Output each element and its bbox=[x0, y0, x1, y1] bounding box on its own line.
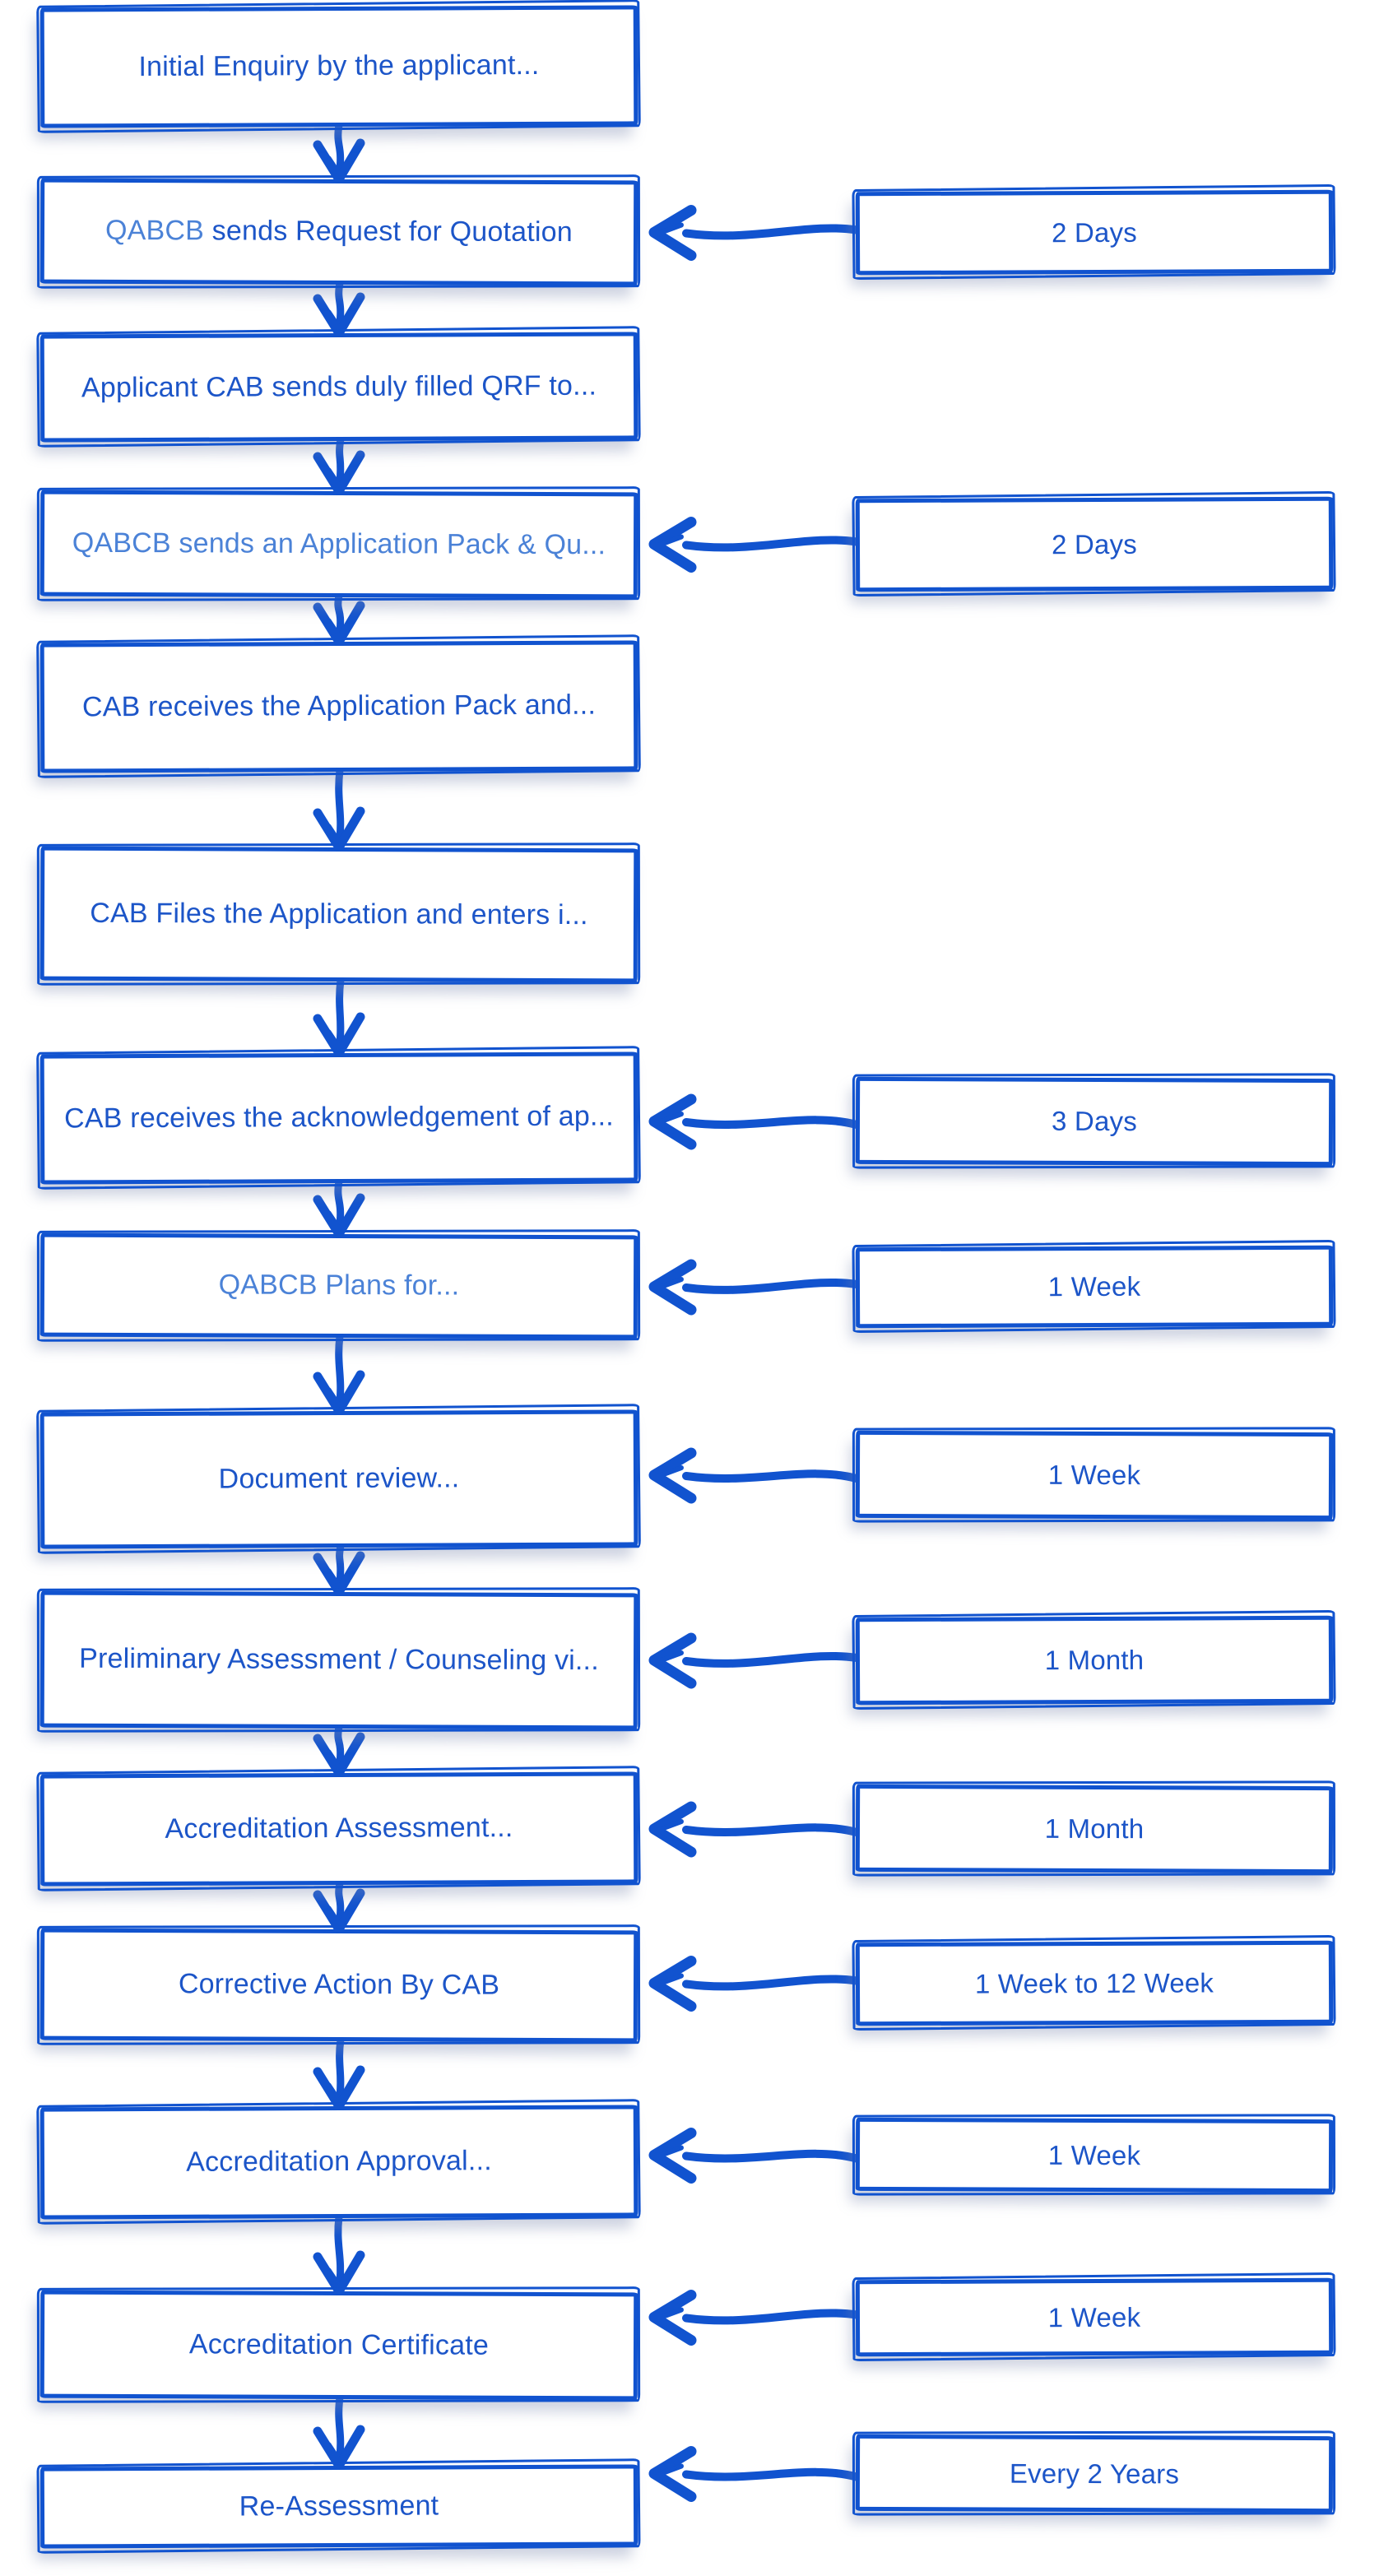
down-arrow-head-inner bbox=[329, 619, 351, 638]
duration-arrow-head-inner bbox=[659, 1468, 681, 1489]
duration-box bbox=[856, 1616, 1333, 1706]
process-step-box bbox=[40, 1591, 638, 1730]
down-arrow-head bbox=[318, 811, 360, 847]
duration-box bbox=[856, 1941, 1333, 2026]
duration-arrow-shaft bbox=[686, 1474, 857, 1478]
duration-arrow-head bbox=[654, 1099, 691, 1144]
duration-box bbox=[856, 1077, 1333, 1166]
down-arrow-shaft bbox=[340, 1546, 341, 1582]
duration-box bbox=[856, 497, 1333, 592]
duration-arrow-head bbox=[654, 522, 691, 568]
duration-arrow-head-inner bbox=[659, 1279, 681, 1301]
duration-arrow-shaft bbox=[686, 2472, 857, 2477]
duration-arrow-head-inner bbox=[659, 537, 681, 559]
duration-box bbox=[856, 1431, 1333, 1520]
duration-label: 1 Week to 12 Week bbox=[974, 1966, 1214, 1999]
duration-label: 1 Month bbox=[1044, 1644, 1145, 1676]
down-arrow-head-inner bbox=[329, 1211, 351, 1230]
duration-arrow-head bbox=[654, 1807, 691, 1852]
down-arrow-head-inner bbox=[329, 2443, 351, 2462]
down-arrow-shaft bbox=[339, 770, 341, 838]
down-arrow-head bbox=[318, 1017, 360, 1053]
duration-box bbox=[856, 190, 1333, 276]
process-step-label bbox=[105, 215, 573, 248]
process-step-label: QABCB sends an Application Pack & Qu... bbox=[72, 527, 606, 561]
down-arrow-head bbox=[318, 2070, 360, 2106]
duration-label: 2 Days bbox=[1051, 528, 1138, 559]
duration-arrow-head-inner bbox=[659, 1653, 681, 1674]
process-step-label: Accreditation Assessment... bbox=[165, 1812, 513, 1845]
duration-arrow-head bbox=[654, 2295, 691, 2341]
down-arrow-shaft bbox=[340, 2040, 341, 2096]
down-arrow-head-inner bbox=[329, 1906, 351, 1925]
duration-arrow-head bbox=[654, 1638, 691, 1683]
duration-arrow-head-inner bbox=[659, 2148, 681, 2170]
process-step-box bbox=[40, 1409, 638, 1548]
process-step-label: Initial Enquiry by the applicant... bbox=[138, 49, 540, 83]
process-step-label: Re-Assessment bbox=[239, 2490, 439, 2523]
process-step-label: CAB receives the Application Pack and... bbox=[81, 689, 597, 723]
process-step-label: Accreditation Certificate bbox=[188, 2328, 490, 2361]
process-step-label: CAB Files the Application and enters i... bbox=[90, 897, 588, 931]
duration-label: 1 Week bbox=[1047, 1459, 1141, 1491]
duration-arrow-head-inner bbox=[659, 1976, 681, 1998]
down-arrow-shaft bbox=[338, 1727, 341, 1763]
duration-arrow-head bbox=[654, 2452, 691, 2497]
process-step-box bbox=[40, 847, 638, 983]
down-arrow-head bbox=[318, 1198, 360, 1234]
down-arrow-shaft bbox=[338, 596, 341, 632]
down-arrow-shaft bbox=[339, 1883, 341, 1919]
down-arrow-head bbox=[318, 1375, 360, 1411]
duration-arrow-shaft bbox=[686, 228, 857, 235]
process-step-label: QABCB Plans for... bbox=[218, 1269, 460, 1302]
process-step-box bbox=[40, 5, 638, 128]
down-arrow-head-inner bbox=[329, 2083, 351, 2102]
duration-box bbox=[856, 1785, 1333, 1873]
duration-label: 1 Week bbox=[1047, 2139, 1141, 2170]
down-arrow-head bbox=[318, 2430, 360, 2466]
down-arrow-shaft bbox=[339, 2397, 341, 2456]
duration-arrow-shaft bbox=[686, 1283, 857, 1290]
down-arrow-shaft bbox=[340, 439, 341, 481]
down-arrow-head bbox=[318, 1893, 360, 1929]
duration-arrow-head-inner bbox=[659, 1822, 681, 1843]
down-arrow-shaft bbox=[338, 125, 341, 169]
duration-arrow-head bbox=[654, 1961, 691, 2007]
down-arrow-head-inner bbox=[329, 1030, 351, 1049]
duration-arrow-head bbox=[654, 1265, 691, 1310]
duration-arrow-head bbox=[654, 2133, 691, 2179]
duration-label: Every 2 Years bbox=[1009, 2458, 1180, 2489]
down-arrow-shaft bbox=[338, 2216, 341, 2281]
duration-arrow-shaft bbox=[686, 2154, 857, 2159]
duration-box bbox=[856, 2278, 1333, 2357]
duration-arrow-shaft bbox=[686, 1827, 857, 1832]
process-step-label: CAB receives the acknowledgement of ap... bbox=[64, 1100, 614, 1135]
process-step-box bbox=[40, 490, 638, 599]
duration-label: 1 Month bbox=[1044, 1812, 1145, 1845]
duration-arrow-shaft bbox=[686, 1979, 857, 1986]
duration-arrow-shaft bbox=[686, 1656, 857, 1664]
duration-arrow-head-inner bbox=[659, 2467, 681, 2488]
down-arrow-head bbox=[318, 1737, 360, 1773]
duration-arrow-shaft bbox=[686, 2313, 857, 2320]
process-step-box bbox=[40, 1051, 638, 1184]
duration-box bbox=[856, 2118, 1333, 2193]
down-arrow-head bbox=[318, 455, 360, 491]
down-arrow-head bbox=[318, 143, 360, 179]
process-step-box bbox=[40, 179, 638, 286]
down-arrow-head bbox=[318, 297, 360, 333]
duration-arrow-shaft bbox=[686, 1120, 857, 1125]
duration-box bbox=[856, 2434, 1333, 2513]
process-step-box bbox=[40, 1233, 638, 1339]
down-arrow-shaft bbox=[338, 1181, 341, 1224]
process-step-box bbox=[40, 1771, 638, 1886]
duration-label: 1 Week bbox=[1047, 2301, 1141, 2332]
duration-arrow-head bbox=[654, 211, 691, 256]
down-arrow-shaft bbox=[339, 1336, 341, 1401]
process-step-box bbox=[40, 640, 638, 773]
duration-arrow-shaft bbox=[686, 540, 857, 547]
process-step-label-part: sends Request for Quotation bbox=[211, 215, 573, 248]
down-arrow-head-inner bbox=[329, 1569, 351, 1588]
down-arrow-head-inner bbox=[329, 1750, 351, 1769]
process-step-label-part: QABCB bbox=[104, 215, 212, 247]
process-step-label: Accreditation Approval... bbox=[186, 2145, 492, 2179]
down-arrow-head bbox=[318, 606, 360, 642]
down-arrow-head bbox=[318, 2255, 360, 2291]
down-arrow-head-inner bbox=[329, 1388, 351, 1407]
process-step-box bbox=[40, 332, 638, 442]
down-arrow-head-inner bbox=[329, 310, 351, 329]
down-arrow-head-inner bbox=[329, 468, 351, 487]
process-step-box bbox=[40, 2291, 638, 2401]
process-step-label: Applicant CAB sends duly filled QRF to... bbox=[81, 369, 597, 404]
duration-arrow-head-inner bbox=[659, 225, 681, 247]
down-arrow-shaft bbox=[339, 283, 341, 323]
duration-label: 3 Days bbox=[1051, 1105, 1138, 1137]
down-arrow-shaft bbox=[340, 980, 341, 1043]
process-step-label: Document review... bbox=[218, 1462, 460, 1496]
down-arrow-head-inner bbox=[329, 2268, 351, 2287]
process-step-box bbox=[40, 2105, 638, 2219]
down-arrow-head-inner bbox=[329, 156, 351, 175]
process-step-box bbox=[40, 1929, 638, 2043]
duration-arrow-head-inner bbox=[659, 1114, 681, 1135]
process-step-label: Preliminary Assessment / Counseling vi... bbox=[79, 1643, 599, 1677]
duration-arrow-head-inner bbox=[659, 2310, 681, 2332]
process-step-label: Corrective Action By CAB bbox=[178, 1968, 500, 2002]
duration-label: 2 Days bbox=[1051, 216, 1138, 248]
duration-arrow-head bbox=[654, 1453, 691, 1498]
down-arrow-head-inner bbox=[329, 824, 351, 843]
process-step-box bbox=[40, 2464, 638, 2548]
duration-label: 1 Week bbox=[1047, 1270, 1141, 1302]
duration-box bbox=[856, 1246, 1333, 1329]
down-arrow-head bbox=[318, 1556, 360, 1592]
